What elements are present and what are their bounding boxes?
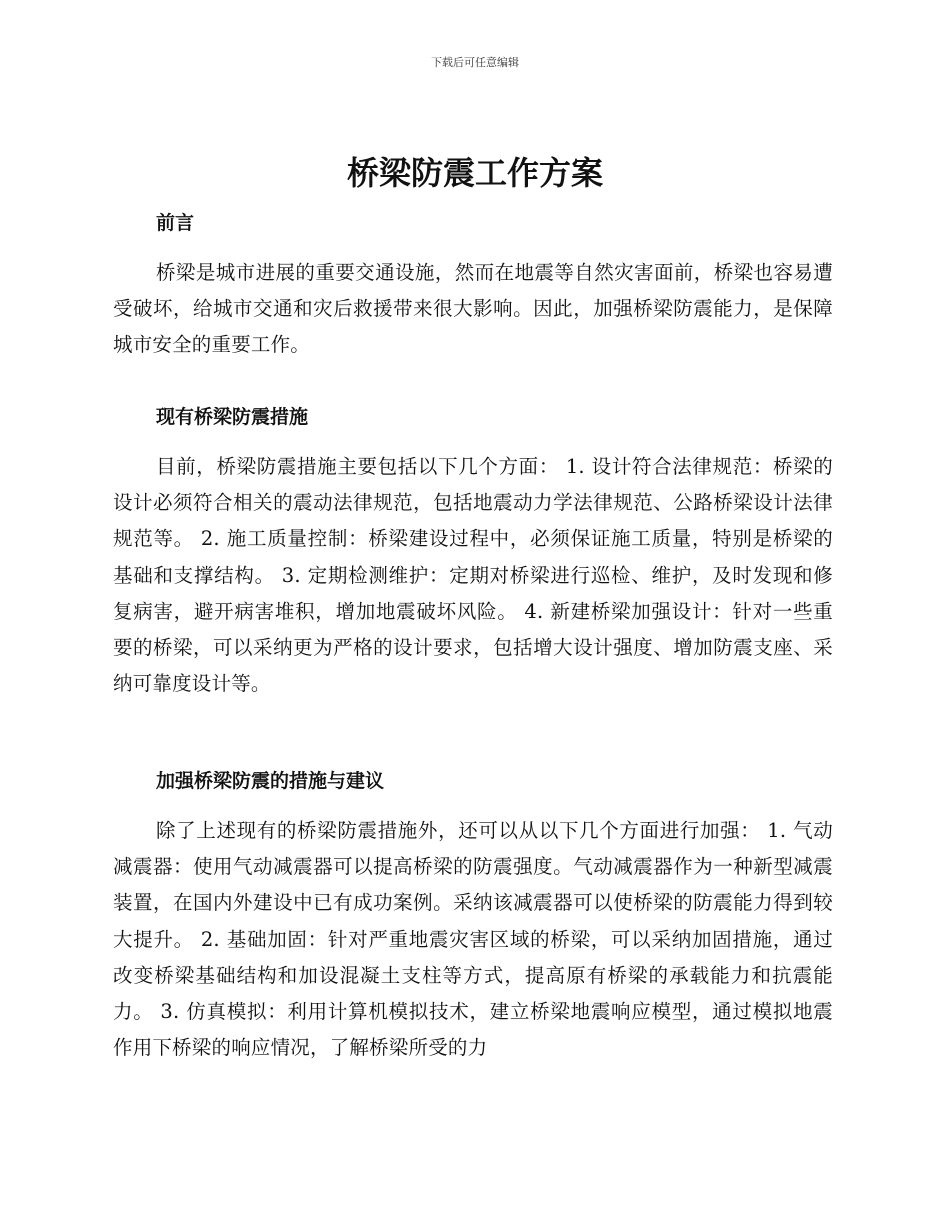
section-body-preface: 桥梁是城市进展的重要交通设施，然而在地震等自然灾害面前，桥梁也容易遭受破坏，给城市交通和灾后救援带来很大影响。因此，加强桥梁防震能力，是保障城市安全的重要工作。 [113,261,833,357]
section-heading-strengthening-measures: 加强桥梁防震的措施与建议 [156,770,385,792]
section-body-strengthening-measures: 除了上述现有的桥梁防震措施外，还可以从以下几个方面进行加强： 1. 气动减震器：使用气动减震器可以提高桥梁的防震强度。气动减震器作为一种新型减震装置，在国内外建设中已有成功案例。采纳该减震器可以使桥梁的防震能力得到较大提升。 2. 基础加固：针对严重地震灾害区域的桥梁，可以采纳加固措施，通过改变桥梁基础结构和加设混凝土支柱等方式，提高原有桥梁的承载能力和抗震能力。 3. 仿真模拟：利用计算机模拟技术，建立桥梁地震响应模型，通过模拟地震作用下桥梁的响应情况，了解桥梁所受的力 [113,819,833,1060]
section-heading-preface: 前言 [156,212,195,234]
section-body-existing-measures: 目前，桥梁防震措施主要包括以下几个方面： 1. 设计符合法律规范：桥梁的设计必须符合相关的震动法律规范，包括地震动力学法律规范、公路桥梁设计法律规范等。 2. 施工质量控制：桥梁建设过程中，必须保证施工质量，特别是桥梁的基础和支撑结构。 3. 定期检测维护：定期对桥梁进行巡检、维护，及时发现和修复病害，避开病害堆积，增加地震破坏风险。 4. 新建桥梁加强设计：针对一些重要的桥梁，可以采纳更为严格的设计要求，包括增大设计强度、增加防震支座、采纳可靠度设计等。 [113,455,833,696]
page-header-note: 下载后可任意编辑 [431,56,519,69]
section-heading-existing-measures: 现有桥梁防震措施 [156,406,309,428]
document-title: 桥梁防震工作方案 [346,154,603,192]
